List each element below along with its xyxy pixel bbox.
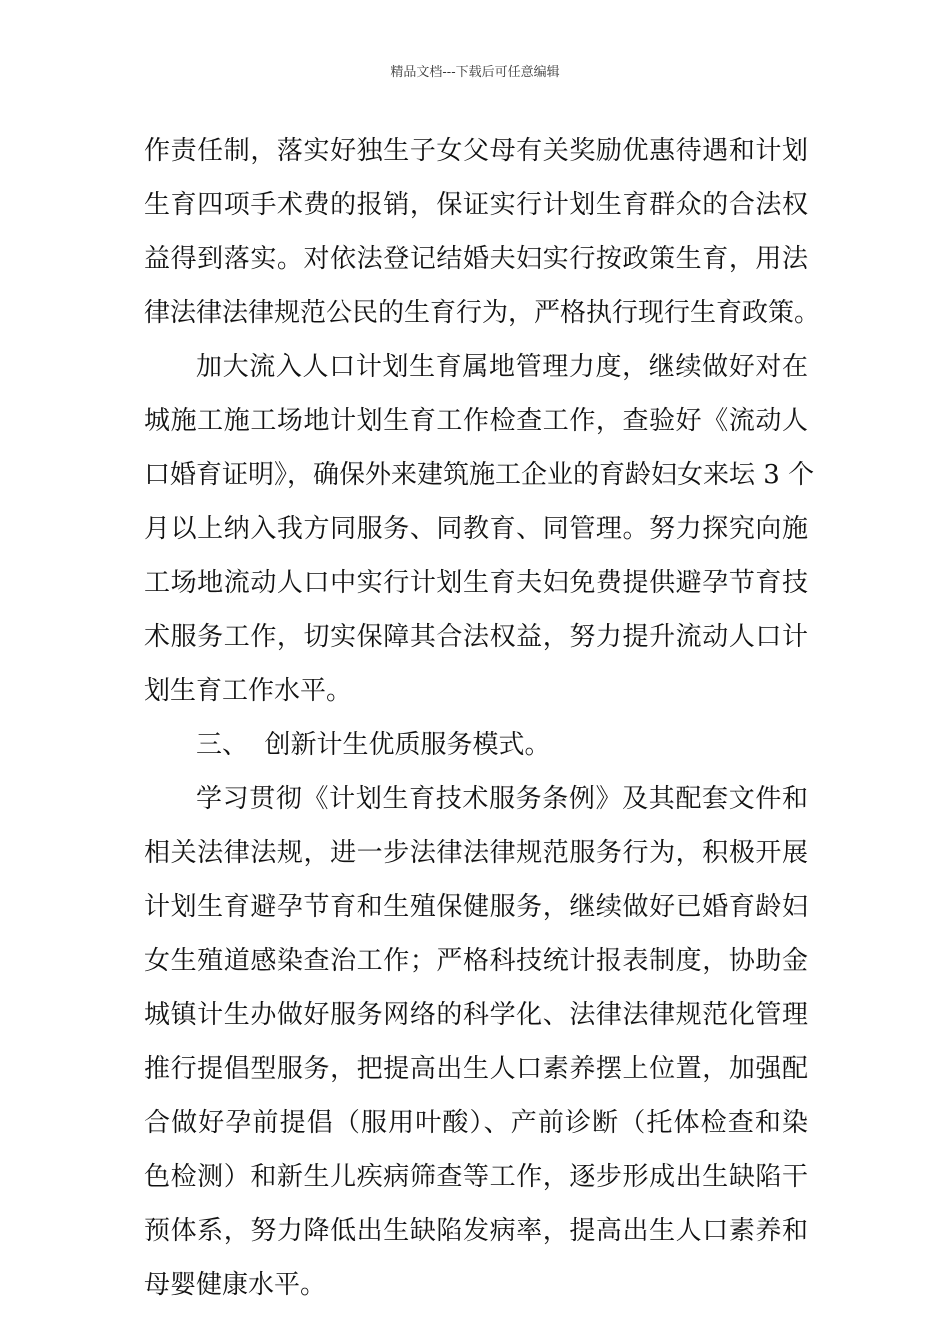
text-line: 合做好孕前提倡（服用叶酸）、产前诊断（托体检查和染 — [144, 1108, 808, 1138]
text-line: 学习贯彻《计划生育技术服务条例》及其配套文件和 — [196, 784, 808, 814]
text-line: 城施工施工场地计划生育工作检查工作，查验好《流动人 — [144, 406, 808, 436]
text-line: 女生殖道感染查治工作；严格科技统计报表制度，协助金 — [144, 946, 808, 976]
section-heading-text: 三、 创新计生优质服务模式。 — [196, 730, 551, 760]
text-line: 口婚育证明》，确保外来建筑施工企业的育龄妇女来坛 3 个 — [144, 460, 815, 490]
document-body — [144, 124, 821, 1312]
page-header: 精品文档---下载后可任意编辑 — [390, 65, 560, 80]
text-line: 城镇计生办做好服务网络的科学化、法律法律规范化管理 — [144, 1000, 808, 1030]
text-line: 加大流入人口计划生育属地管理力度，继续做好对在 — [196, 352, 808, 382]
paragraph-floating-population — [144, 340, 815, 718]
text-line: 术服务工作，切实保障其合法权益，努力提升流动人口计 — [144, 622, 808, 652]
text-line: 相关法律法规，进一步法律法律规范服务行为，积极开展 — [144, 838, 808, 868]
paragraph-responsibility — [144, 124, 821, 340]
text-line: 作责任制，落实好独生子女父母有关奖励优惠待遇和计划 — [144, 136, 808, 166]
text-line: 月以上纳入我方同服务、同教育、同管理。努力探究向施 — [144, 514, 808, 544]
text-line: 推行提倡型服务，把提高出生人口素养摆上位置，加强配 — [144, 1054, 808, 1084]
text-line: 律法律法律规范公民的生育行为，严格执行现行生育政策。 — [144, 298, 821, 328]
text-line: 预体系，努力降低出生缺陷发病率，提高出生人口素养和 — [144, 1216, 808, 1246]
text-line: 计划生育避孕节育和生殖保健服务，继续做好已婚育龄妇 — [144, 892, 808, 922]
text-line: 益得到落实。对依法登记结婚夫妇实行按政策生育，用法 — [144, 244, 808, 274]
text-line: 划生育工作水平。 — [144, 676, 353, 706]
section-heading — [144, 718, 808, 772]
text-line: 母婴健康水平。 — [144, 1270, 327, 1300]
paragraph-service-model — [144, 772, 808, 1312]
text-line: 工场地流动人口中实行计划生育夫妇免费提供避孕节育技 — [144, 568, 808, 598]
text-line: 色检测）和新生儿疾病筛查等工作，逐步形成出生缺陷干 — [144, 1162, 808, 1192]
text-line: 生育四项手术费的报销，保证实行计划生育群众的合法权 — [144, 190, 808, 220]
